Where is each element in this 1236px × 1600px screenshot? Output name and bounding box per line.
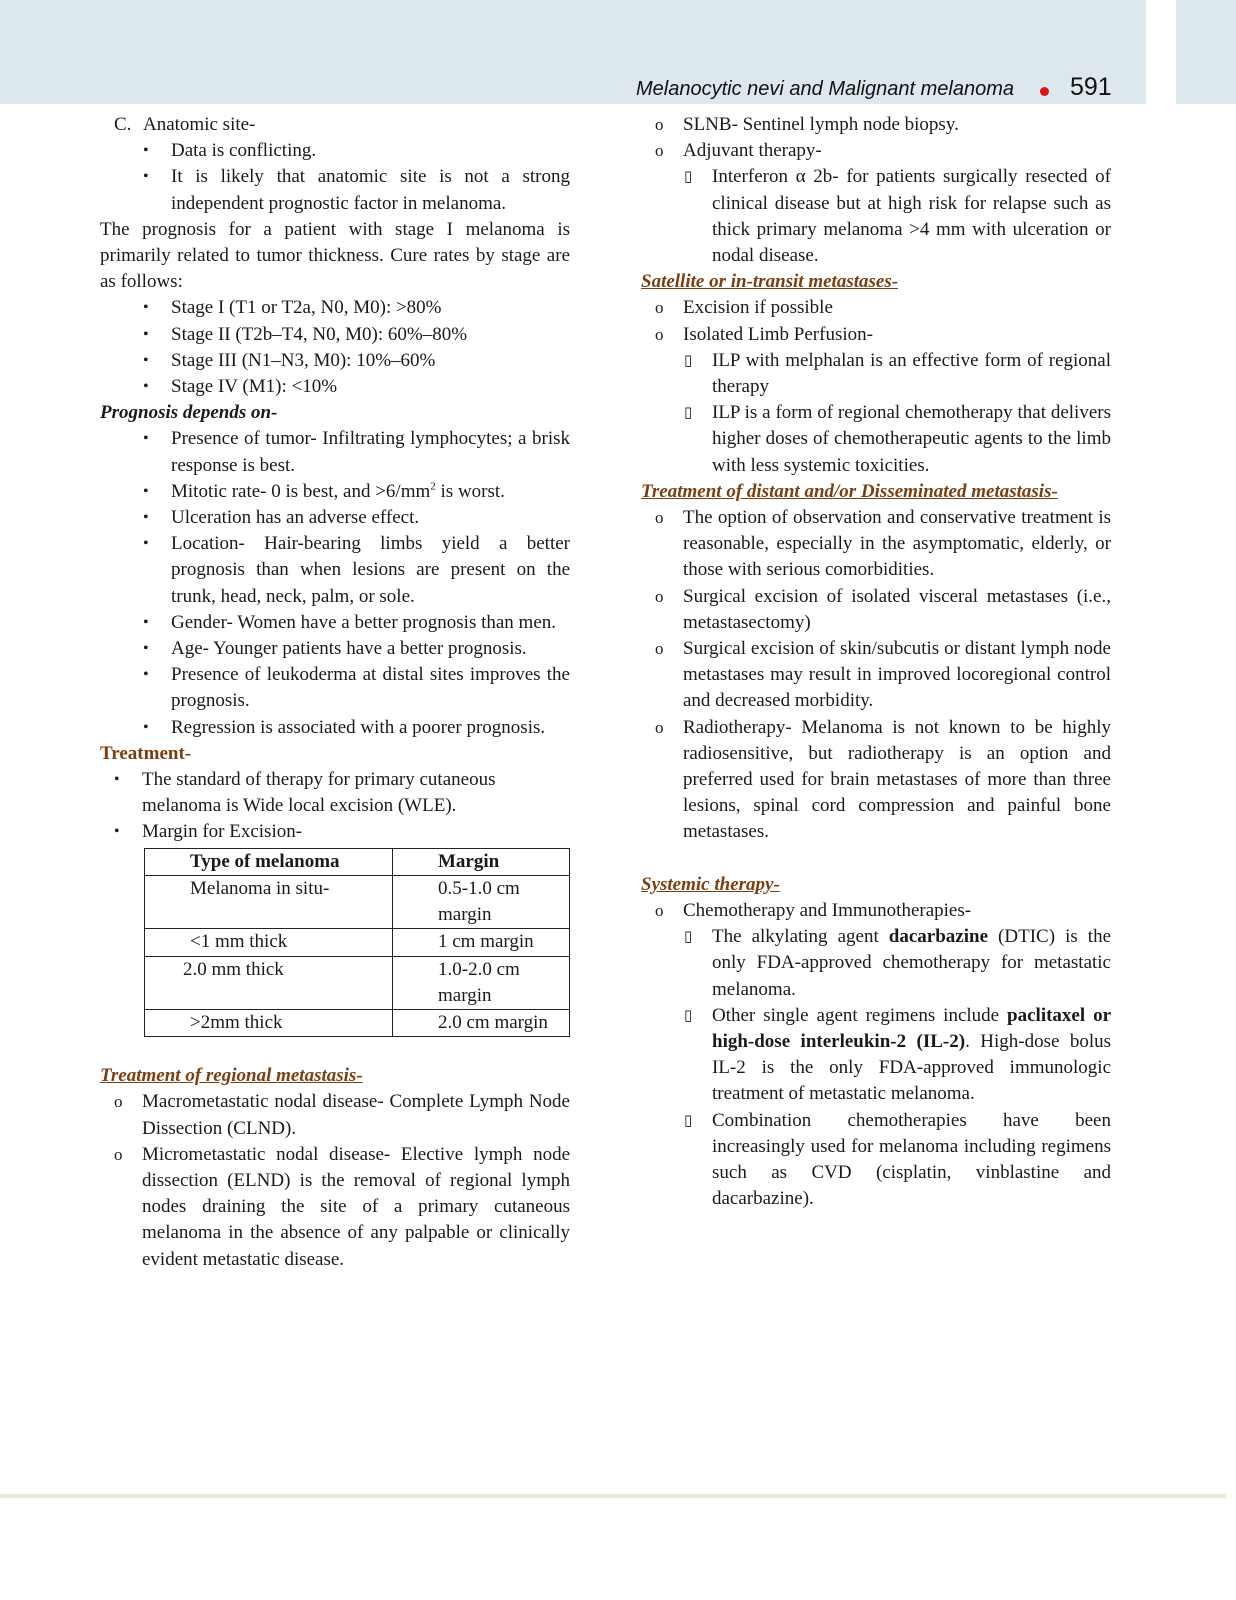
table-header-row [145, 848, 570, 875]
table-cell: 1 cm margin [393, 929, 570, 956]
circle-bullet-icon: o [655, 141, 664, 161]
list-item: • Location- Hair-bearing limbs yield a better prognosis than when lesions are present on the trunk, head, neck, palm, or sole. [143, 533, 570, 607]
distant-metastasis-heading: Treatment of distant and/or Disseminated metastasis- [641, 480, 1058, 502]
list-item: • Presence of leukoderma at distal sites improves the prognosis. [143, 664, 570, 712]
bullet-icon: • [143, 142, 149, 160]
square-bullet-icon: ▯ [684, 352, 693, 369]
circle-bullet-icon: o [655, 586, 664, 606]
list-item: • Presence of tumor- Infiltrating lymphocytes; a brisk response is best. [143, 428, 570, 476]
satellite-heading: Satellite or in-transit metastases- [641, 271, 899, 293]
list-item: o Surgical excision of isolated visceral metastases (i.e., metastasectomy) [655, 585, 1111, 633]
square-bullet-icon: ▯ [684, 1112, 693, 1129]
square-bullet-icon: ▯ [684, 169, 693, 186]
circle-bullet-icon: o [655, 717, 664, 737]
right-column [641, 112, 1111, 1212]
square-bullet-icon: ▯ [684, 405, 693, 422]
bullet-icon: • [114, 771, 120, 789]
list-item: o Macrometastatic nodal disease- Complete Lymph Node Dissection (CLND). [114, 1091, 570, 1139]
bullet-icon: • [143, 509, 149, 527]
bullet-icon: • [143, 482, 149, 500]
stage-item: • Stage IV (M1): <10% [100, 374, 570, 400]
table-row [145, 1009, 570, 1036]
sub-list-item: ▯ The alkylating agent dacarbazine (DTIC) is the only FDA-approved chemotherapy for metastatic melanoma. [684, 926, 1111, 1000]
bullet-icon: • [143, 666, 149, 684]
table-cell: 1.0-2.0 cm margin [393, 956, 570, 1009]
list-item: o Chemotherapy and Immunotherapies- [641, 898, 1111, 924]
circle-bullet-icon: o [655, 639, 664, 659]
table-cell: 2.0 cm margin [393, 1009, 570, 1036]
sub-list-item: ▯ Other single agent regimens include paclitaxel or high-dose interleukin-2 (IL-2). High-dose bolus IL-2 is the only FDA-approved immunologic treatment of metastatic melanoma. [684, 1004, 1112, 1105]
sub-list-item: ▯ ILP is a form of regional chemotherapy that delivers higher doses of chemotherapeutic agents to the limb with less systemic toxicities. [684, 402, 1111, 476]
left-column [100, 112, 570, 1273]
list-item: • Ulceration has an adverse effect. [100, 505, 570, 531]
circle-bullet-icon: o [655, 508, 664, 528]
bullet-icon: • [143, 168, 149, 186]
prognosis-heading: Prognosis depends on- [100, 402, 278, 424]
square-bullet-icon: ▯ [684, 1007, 693, 1024]
list-marker: C. [114, 114, 132, 135]
table-cell: 2.0 mm thick [145, 956, 393, 1009]
table-row [145, 875, 570, 928]
bullet-icon: • [143, 378, 149, 396]
bullet-icon: • [143, 299, 149, 317]
regional-metastasis-heading: Treatment of regional metastasis- [100, 1065, 363, 1087]
list-item: o Radiotherapy- Melanoma is not known to be highly radiosensitive, but radiotherapy is an option and preferred used for brain metastases of more than three lesions, spinal cord compression and painful bone metastases. [655, 716, 1111, 843]
list-item: o Isolated Limb Perfusion- [641, 322, 1111, 348]
list-item: o Adjuvant therapy- [641, 138, 1111, 164]
circle-bullet-icon: o [114, 1092, 123, 1112]
list-item: • Age- Younger patients have a better prognosis. [100, 636, 570, 662]
circle-bullet-icon: o [655, 298, 664, 318]
sub-list-item: ▯ ILP with melphalan is an effective form of regional therapy [684, 349, 1111, 398]
list-item: • Regression is associated with a poorer prognosis. [100, 715, 570, 741]
bullet-icon: • [143, 718, 149, 736]
sub-list-item: ▯ Interferon α 2b- for patients surgically resected of clinical disease but at high risk for relapse such as thick primary melanoma >4 mm with ulceration or nodal disease. [684, 166, 1111, 267]
table-header-cell: Type of melanoma [145, 848, 393, 875]
stage-item: • Stage I (T1 or T2a, N0, M0): >80% [100, 295, 570, 321]
anatomic-site-heading: C. Anatomic site- [100, 112, 570, 138]
chapter-title: Melanocytic nevi and Malignant melanoma [636, 78, 1014, 100]
list-item: • Gender- Women have a better prognosis than men. [100, 610, 570, 636]
bullet-icon: • [143, 351, 149, 369]
header-band-edge [1176, 0, 1236, 104]
page-number: 591 [1070, 73, 1112, 101]
circle-bullet-icon: o [655, 900, 664, 920]
list-item: o SLNB- Sentinel lymph node biopsy. [641, 112, 1111, 138]
stage-item: • Stage III (N1–N3, M0): 10%–60% [100, 348, 570, 374]
systemic-therapy-heading: Systemic therapy- [641, 873, 780, 895]
table-header-cell: Margin [393, 848, 570, 875]
list-item: • It is likely that anatomic site is not a strong independent prognostic factor in melanoma. [143, 166, 570, 214]
list-item: • Margin for Excision- [100, 819, 570, 845]
list-item: • Data is conflicting. [100, 138, 570, 164]
sub-list-item: ▯ Combination chemotherapies have been increasingly used for melanoma including regimens such as CVD (cisplatin, vinblastine and dacarbazine). [684, 1109, 1111, 1210]
table-cell: Melanoma in situ- [145, 875, 393, 928]
circle-bullet-icon: o [655, 115, 664, 134]
footer-divider [0, 1494, 1226, 1498]
treatment-heading: Treatment- [100, 742, 192, 764]
circle-bullet-icon: o [655, 324, 664, 344]
bullet-icon: • [143, 613, 149, 631]
list-item: • Mitotic rate- 0 is best, and $>6/mm^2$ is worst. [100, 479, 570, 505]
spacer [100, 1037, 570, 1063]
list-item: o Excision if possible [641, 295, 1111, 321]
circle-bullet-icon: o [114, 1144, 123, 1164]
table-row [145, 929, 570, 956]
separator-dot-icon [1040, 87, 1049, 96]
list-item: o Micrometastatic nodal disease- Elective lymph node dissection (ELND) is the removal of regional lymph nodes draining the site of a primary cutaneous melanoma in the absence of any palpable or clinically evident metastatic disease. [114, 1143, 570, 1270]
table-cell: >2mm thick [145, 1009, 393, 1036]
bullet-icon: • [114, 823, 120, 841]
list-item: o Surgical excision of skin/subcutis or distant lymph node metastases may result in improved locoregional control and decreased morbidity. [655, 638, 1111, 712]
margin-table [144, 848, 570, 1037]
list-item: o The option of observation and conservative treatment is reasonable, especially in the asymptomatic, elderly, or those with serious comorbidities. [655, 507, 1111, 581]
table-row [145, 956, 570, 1009]
bullet-icon: • [143, 535, 149, 553]
square-bullet-icon: ▯ [684, 929, 693, 946]
spacer [641, 846, 1111, 872]
bullet-icon: • [143, 325, 149, 343]
bullet-icon: • [143, 640, 149, 658]
list-item: • The standard of therapy for primary cutaneous melanoma is Wide local excision (WLE). [114, 769, 496, 817]
table-cell: 0.5-1.0 cm margin [393, 875, 570, 928]
stage-item: • Stage II (T2b–T4, N0, M0): 60%–80% [100, 322, 570, 348]
bullet-icon: • [143, 430, 149, 448]
prognosis-paragraph: The prognosis for a patient with stage I melanoma is primarily related to tumor thickness. Cure rates by stage are as follows: [100, 218, 570, 293]
table-cell: <1 mm thick [145, 929, 393, 956]
